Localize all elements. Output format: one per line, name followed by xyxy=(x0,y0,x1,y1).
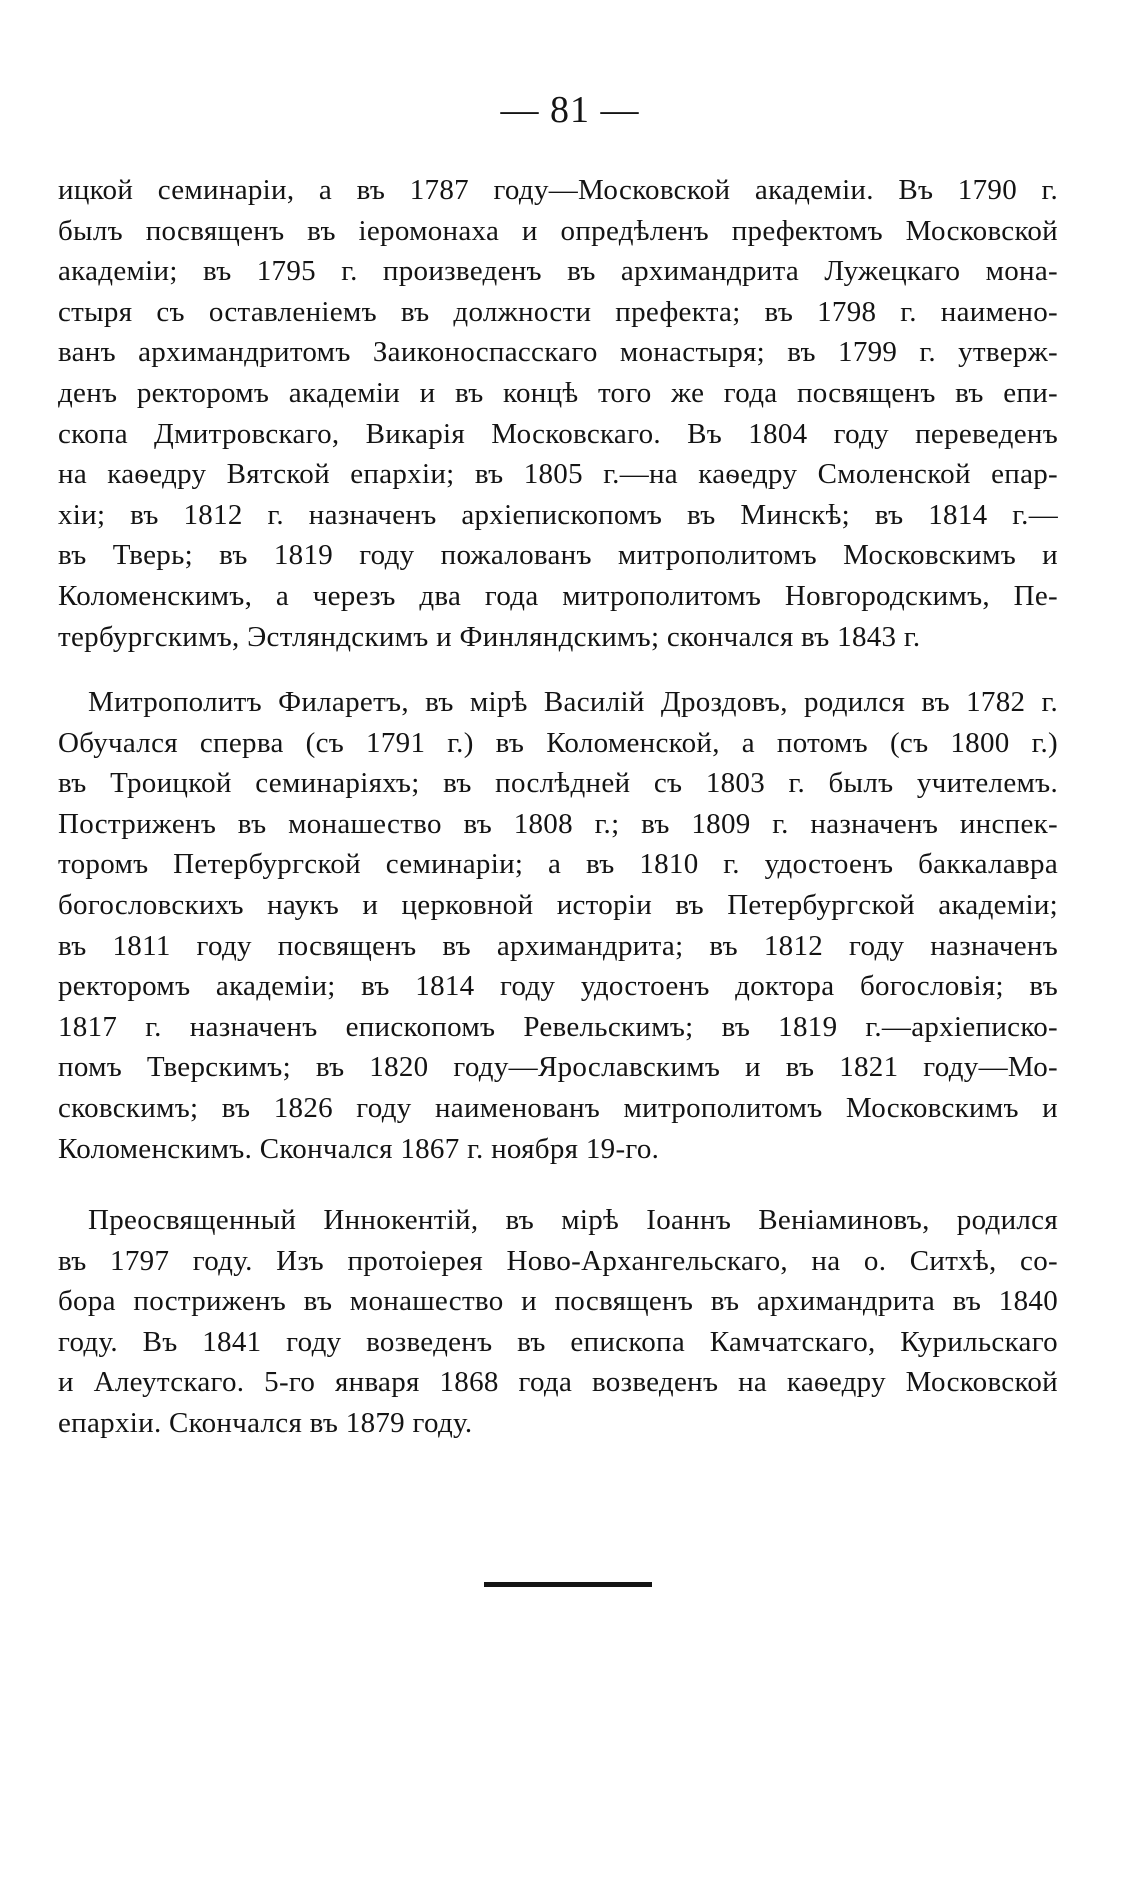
text-line: ицкой семинаріи, а въ 1787 году—Московской академіи. Въ 1790 г. xyxy=(58,174,1058,206)
text-line: стыря съ оставленіемъ въ должности префекта; въ 1798 г. наимено- xyxy=(58,295,1058,328)
text-line: году. Въ 1841 году возведенъ въ епископа Камчатскаго, Курильскаго xyxy=(58,1325,1058,1358)
text-line: 1817 г. назначенъ епископомъ Ревельскимъ; въ 1819 г.—архіеписко- xyxy=(58,1010,1058,1043)
paragraph-2 xyxy=(58,682,1058,1169)
end-rule-divider xyxy=(484,1582,652,1587)
text-line: академіи; въ 1795 г. произведенъ въ архимандрита Лужецкаго мона- xyxy=(58,255,1058,288)
paragraph-3 xyxy=(58,1200,1058,1444)
text-line: епархіи. Скончался въ 1879 году. xyxy=(58,1406,473,1439)
text-line: тербургскимъ, Эстляндскимъ и Финляндскимъ; скончался въ 1843 г. xyxy=(58,620,921,653)
text-line: ректоромъ академіи; въ 1814 году удостоенъ доктора богословія; въ xyxy=(58,970,1058,1003)
text-line: богословскихъ наукъ и церковной исторіи въ Петербургской академіи; xyxy=(58,888,1058,921)
text-line: Преосвященный Иннокентій, въ мірѣ Іоаннъ Веніаминовъ, родился xyxy=(88,1204,1058,1236)
text-line: Коломенскимъ, а черезъ два года митрополитомъ Новгородскимъ, Пе- xyxy=(58,579,1058,612)
text-line: хіи; въ 1812 г. назначенъ архіепископомъ въ Минскѣ; въ 1814 г.— xyxy=(58,498,1058,531)
text-line: денъ ректоромъ академіи и въ концѣ того же года посвященъ въ епи- xyxy=(58,376,1058,409)
text-line: въ 1811 году посвященъ въ архимандрита; въ 1812 году назначенъ xyxy=(58,929,1058,962)
text-line: на каѳедру Вятской епархіи; въ 1805 г.—на каѳедру Смоленской епар- xyxy=(58,458,1058,491)
text-line: Обучался сперва (съ 1791 г.) въ Коломенской, а потомъ (съ 1800 г.) xyxy=(58,726,1058,759)
text-line: ванъ архимандритомъ Заиконоспасскаго монастыря; въ 1799 г. утверж- xyxy=(58,336,1058,369)
paragraph-1 xyxy=(58,170,1058,657)
text-line: бора постриженъ въ монашество и посвященъ въ архимандрита въ 1840 xyxy=(58,1285,1058,1318)
text-line: въ Тверь; въ 1819 году пожалованъ митрополитомъ Московскимъ и xyxy=(58,539,1058,572)
text-line: торомъ Петербургской семинаріи; а въ 1810 г. удостоенъ баккалавра xyxy=(58,848,1058,881)
text-line: Митрополитъ Филаретъ, въ мірѣ Василій Дроздовъ, родился въ 1782 г. xyxy=(88,686,1058,718)
text-line: сковскимъ; въ 1826 году наименованъ митрополитомъ Московскимъ и xyxy=(58,1091,1058,1124)
text-line: Постриженъ въ монашество въ 1808 г.; въ 1809 г. назначенъ инспек- xyxy=(58,807,1058,840)
text-line: Коломенскимъ. Скончался 1867 г. ноября 19-го. xyxy=(58,1132,660,1165)
text-line: скопа Дмитровскаго, Викарія Московскаго. Въ 1804 году переведенъ xyxy=(58,417,1058,450)
page-number: — 81 — xyxy=(500,89,640,131)
text-line: помъ Тверскимъ; въ 1820 году—Ярославскимъ и въ 1821 году—Мо- xyxy=(58,1051,1058,1084)
text-line: былъ посвященъ въ іеромонаха и опредѣленъ префектомъ Московской xyxy=(58,214,1058,247)
text-line: и Алеутскаго. 5-го января 1868 года возведенъ на каѳедру Московской xyxy=(58,1366,1058,1399)
text-line: въ Троицкой семинаріяхъ; въ послѣдней съ 1803 г. былъ учителемъ. xyxy=(58,767,1058,800)
text-line: въ 1797 году. Изъ протоіерея Ново-Архангельскаго, на о. Ситхѣ, со- xyxy=(58,1244,1058,1277)
